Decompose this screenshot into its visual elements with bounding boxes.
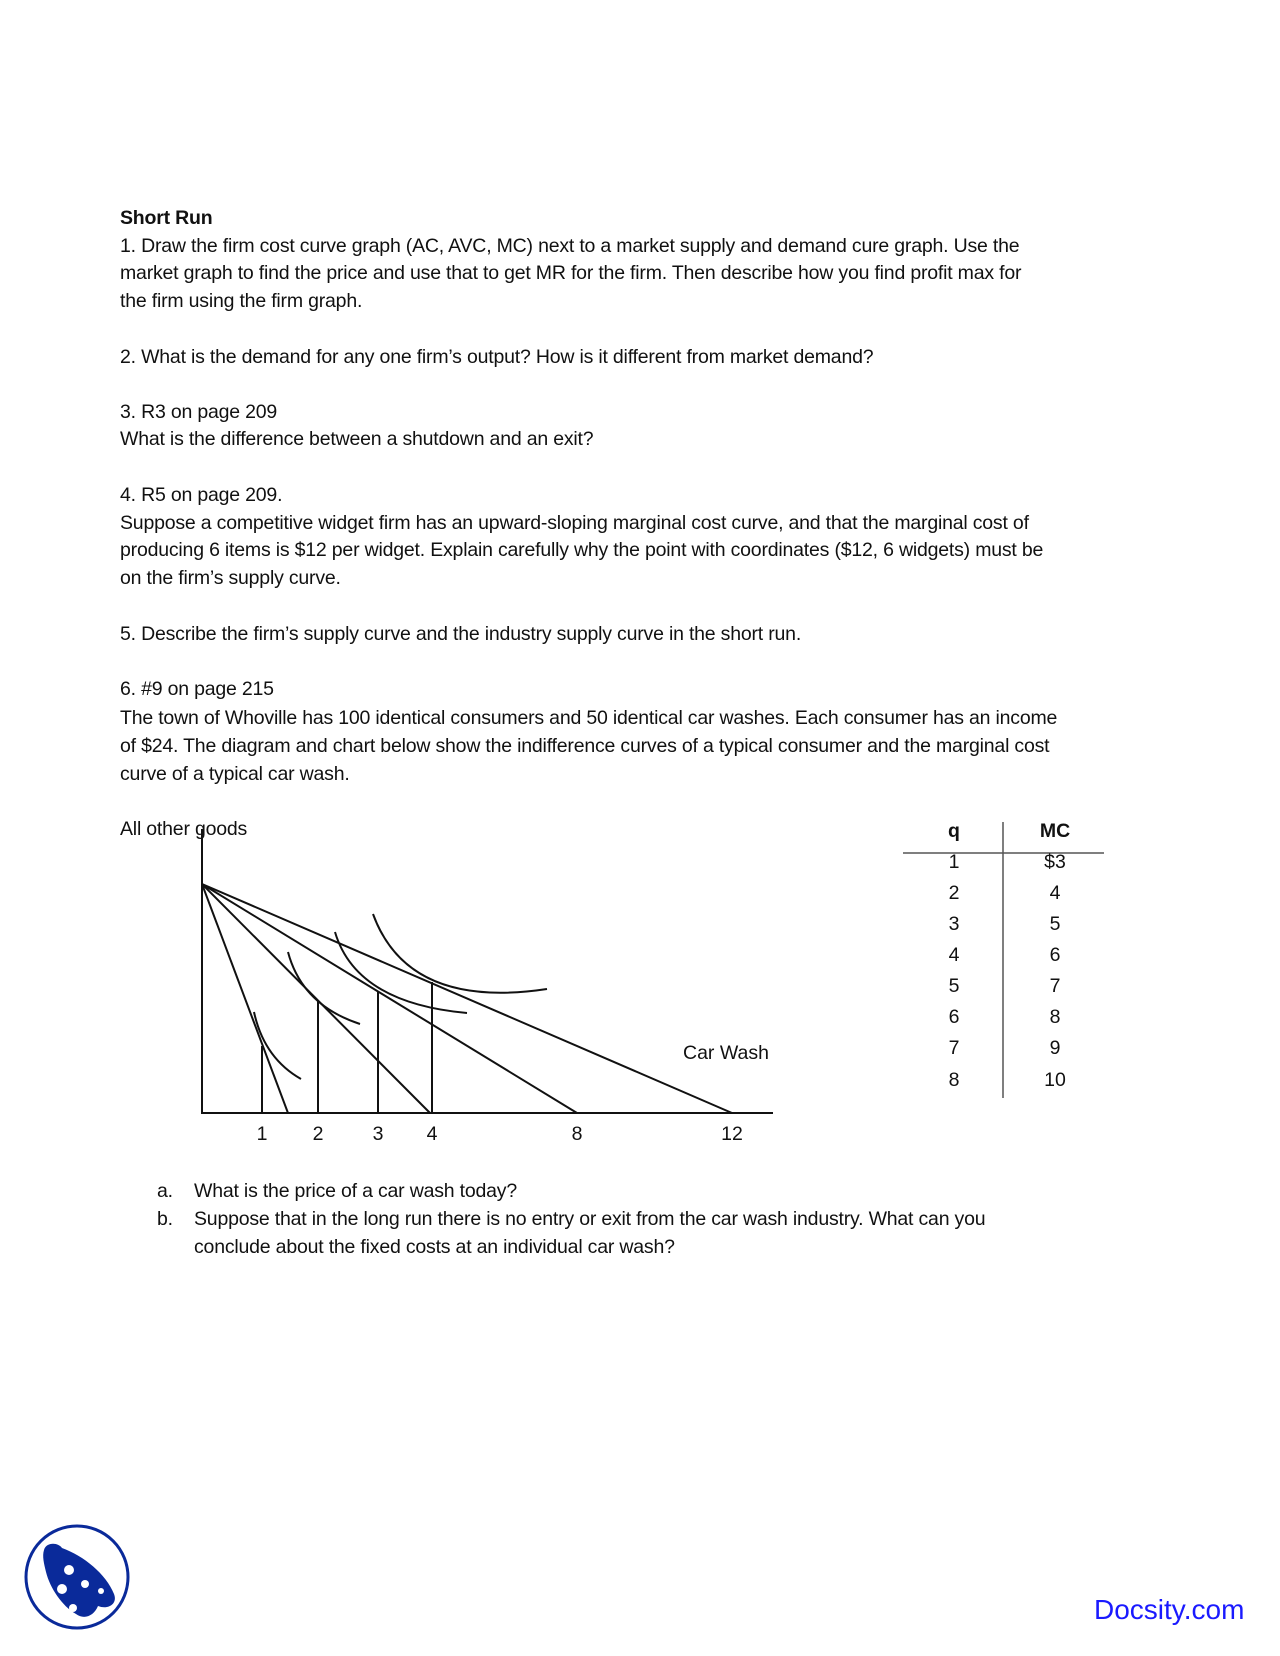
table-cell-q: 4 — [948, 944, 960, 966]
question-4-line-1: 4. R5 on page 209. — [120, 484, 283, 506]
indifference-curve-4 — [373, 914, 547, 993]
budget-line-2 — [202, 884, 288, 1113]
table-header-q: q — [948, 820, 960, 842]
question-4-line-4: on the firm’s supply curve. — [120, 567, 341, 589]
question-5-line-1: 5. Describe the firm’s supply curve and the industry supply curve in the short run. — [120, 623, 802, 645]
question-1-line-1: 1. Draw the firm cost curve graph (AC, AVC, MC) next to a market supply and demand cure graph. Use the — [120, 235, 1020, 257]
docsity-logo-icon — [22, 1522, 132, 1632]
table-cell-mc: 10 — [1044, 1069, 1066, 1091]
sub-question-a-line-1: What is the price of a car wash today? — [194, 1180, 517, 1202]
x-axis-label: Car Wash — [683, 1042, 769, 1064]
sub-question-b-line-2: conclude about the fixed costs at an individual car wash? — [194, 1236, 675, 1258]
sub-question-a-marker: a. — [157, 1180, 173, 1202]
table-cell-mc: 6 — [1049, 944, 1061, 966]
question-6-line-3: of $24. The diagram and chart below show the indifference curves of a typical consumer and the marginal cost — [120, 735, 1050, 757]
x-tick-12: 12 — [721, 1123, 743, 1145]
question-3-line-1: 3. R3 on page 209 — [120, 401, 278, 423]
question-6-line-1: 6. #9 on page 215 — [120, 678, 274, 700]
table-cell-q: 7 — [948, 1037, 960, 1059]
table-cell-mc: 9 — [1049, 1037, 1061, 1059]
table-header-mc: MC — [1039, 820, 1071, 842]
y-axis-label: All other goods — [120, 818, 248, 840]
x-tick-4: 4 — [426, 1123, 438, 1145]
question-3-line-2: What is the difference between a shutdown and an exit? — [120, 428, 594, 450]
question-6-line-4: curve of a typical car wash. — [120, 763, 350, 785]
question-2-line-1: 2. What is the demand for any one firm’s output? How is it different from market demand? — [120, 346, 874, 368]
question-1-line-3: the firm using the firm graph. — [120, 290, 363, 312]
question-1-line-2: market graph to find the price and use that to get MR for the firm. Then describe how you find profit max for — [120, 262, 1022, 284]
indifference-curve-3 — [335, 932, 467, 1013]
table-cell-q: 3 — [948, 913, 960, 935]
budget-line-12 — [202, 884, 732, 1113]
docsity-brand-link[interactable]: Docsity.com — [1094, 1594, 1245, 1625]
table-cell-mc: 7 — [1049, 975, 1061, 997]
table-cell-mc: 4 — [1049, 882, 1061, 904]
table-cell-q: 8 — [948, 1069, 960, 1091]
sub-question-b-marker: b. — [157, 1208, 173, 1230]
table-cell-q: 1 — [948, 851, 960, 873]
table-cell-q: 6 — [948, 1006, 960, 1028]
question-4-line-2: Suppose a competitive widget firm has an upward-sloping marginal cost curve, and that the marginal cost of — [120, 512, 1029, 534]
table-cell-q: 5 — [948, 975, 960, 997]
sub-question-b-line-1: Suppose that in the long run there is no entry or exit from the car wash industry. What can you — [194, 1208, 986, 1230]
question-4-line-3: producing 6 items is $12 per widget. Explain carefully why the point with coordinates ($12, 6 widgets) must be — [120, 539, 1044, 561]
section-title: Short Run — [120, 207, 213, 229]
table-cell-mc: 8 — [1049, 1006, 1061, 1028]
question-6-line-2: The town of Whoville has 100 identical consumers and 50 identical car washes. Each consumer has an income — [120, 707, 1058, 729]
x-tick-8: 8 — [571, 1123, 583, 1145]
budget-line-8 — [202, 884, 577, 1113]
table-cell-q: 2 — [948, 882, 960, 904]
table-cell-mc: 5 — [1049, 913, 1061, 935]
x-tick-1: 1 — [256, 1123, 268, 1145]
table-cell-mc: $3 — [1044, 851, 1066, 873]
x-tick-3: 3 — [372, 1123, 384, 1145]
x-tick-2: 2 — [312, 1123, 324, 1145]
